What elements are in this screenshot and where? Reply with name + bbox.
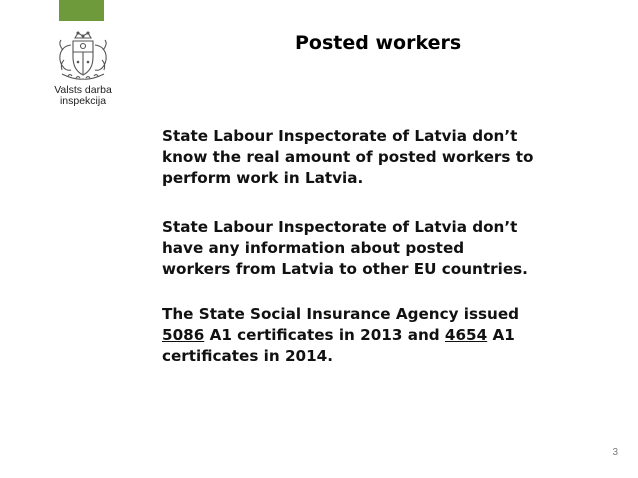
p3-line2-end: A1: [487, 326, 515, 344]
paragraph-unknown-amount: [162, 126, 602, 189]
org-name-line2: inspekcija: [59, 95, 107, 107]
accent-bar: [59, 0, 104, 21]
org-name-line1: Valsts darba: [54, 84, 112, 96]
certificates-2014-count: 4654: [444, 326, 488, 344]
page-number: 3: [612, 447, 618, 458]
p1-line1: State Labour Inspectorate of Latvia don’t: [162, 127, 518, 145]
coat-of-arms-logo: [54, 30, 112, 82]
certificates-2013-count: 5086: [162, 326, 205, 344]
p2-line1: State Labour Inspectorate of Latvia don’t: [162, 218, 518, 236]
p3-line1: The State Social Insurance Agency issued: [162, 305, 520, 323]
p1-line2: know the real amount of posted workers to: [162, 148, 534, 166]
p1-line3: perform work in Latvia.: [162, 169, 364, 187]
paragraph-no-information: [162, 217, 602, 280]
p3-line2-mid: A1 certificates in 2013 and: [204, 326, 445, 344]
p3-line3: certificates in 2014.: [162, 347, 334, 365]
slide-title: Posted workers: [295, 32, 462, 54]
organization-name: [45, 85, 121, 107]
p3-line2: [162, 325, 602, 346]
p2-line2: have any information about posted: [162, 239, 465, 257]
p2-line3: workers from Latvia to other EU countries.: [162, 260, 528, 278]
paragraph-a1-certificates: [162, 304, 602, 367]
